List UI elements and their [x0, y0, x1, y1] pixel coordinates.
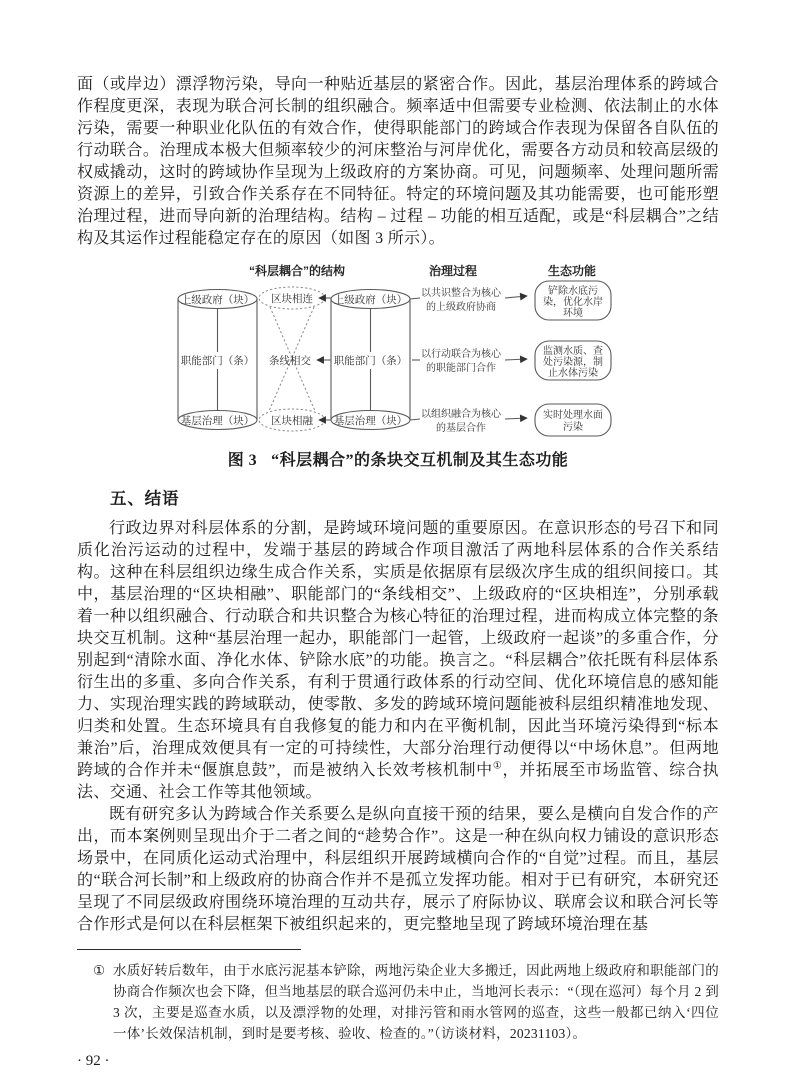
figure-header-function: 生态功能	[547, 264, 597, 278]
left-cylinder-bottom-label: 基层治理（块）	[180, 415, 255, 427]
process-1-line1: 以共识整合为核心	[421, 288, 501, 299]
function-1-line2: 染，优化水岸	[543, 297, 603, 308]
figure-caption-label: 图 3	[227, 452, 258, 469]
right-cylinder-middle-label: 职能部门（条）	[333, 355, 408, 367]
right-cylinder-top-label: 上级政府（块）	[333, 294, 408, 306]
process-connector-3	[410, 419, 420, 420]
function-1-line1: 铲除水底污	[548, 286, 598, 297]
function-1-line3: 环境	[563, 308, 583, 319]
process-2-line1: 以行动联合为核心	[421, 349, 501, 360]
function-2-line2: 处污染源，制	[543, 357, 603, 368]
function-3-line1: 实时处理水面	[543, 410, 603, 421]
function-2-line3: 止水体污染	[548, 368, 598, 379]
figure-3-diagram	[77, 258, 717, 442]
footnote-marker: ①	[93, 963, 106, 978]
figure-header-structure: “科层耦合”的结构	[248, 264, 346, 278]
paragraph-conclusion-1	[77, 518, 719, 804]
figure-caption	[77, 447, 719, 470]
left-cylinder	[178, 290, 257, 430]
coupling-links	[259, 287, 331, 431]
figure-caption-text: “科层耦合”的条块交互机制及其生态功能	[271, 452, 569, 469]
process-2-line2: 的职能部门合作	[426, 363, 496, 374]
left-cylinder-top-label: 上级政府（块）	[180, 294, 255, 306]
paragraph-text: 行政边界对科层体系的分割，是跨域环境问题的重要原因。在意识形态的号召下和同质化治污运动的过程中，发端于基层的跨域合作项目激活了两地科层体系的合作关系结构。这种在科层组织边缘生成合作关系，实质是依据原有层级次序生成的组织间接口。其中，基层治理的“区块相融”、职能部门的“条线相交”、上级政府的“区块相连”，分别承载着一种以组织融合、行动联合和共识整合为核心特征的治理过程，进而构成立体完整的条块交互机制。这种“基层治理一起办，职能部门一起管，上级政府一起谈”的多重合作，分别起到“清除水面、净化水体、铲除水底”的功能。换言之。“科层耦合”依托既有科层体系衍生出的多重、多向合作关系，有利于贯通行政体系的行动空间、优化环境信息的感知能力、实现治理实践的跨域联动，使零散、多发的跨域环境问题能被科层组织精准地发现、归类和处置。生态环境具有自我修复的能力和内在平衡机制，因此当环境污染得到“标本兼治”后，治理成效便具有一定的可持续性，大部分治理行动便得以“中场休息”。但两地跨域的合作并未“偃旗息鼓”，而是被纳入长效考核机制中	[77, 520, 719, 779]
section-heading: 五、结语	[110, 489, 180, 508]
left-cylinder-middle-label: 职能部门（条）	[180, 355, 255, 367]
link-middle-label: 条线相交	[269, 355, 311, 367]
right-cylinder	[331, 290, 410, 430]
paragraph-text: ，并拓展至市场监管、综合执法、交通、社会工作等其他领域。	[77, 762, 719, 801]
function-column	[535, 281, 611, 436]
link-bottom-label: 区块相融	[271, 415, 313, 427]
process-1-line2: 的上级政府协商	[426, 302, 496, 313]
footnote-reference: ①	[492, 760, 503, 772]
page-number: · 92 ·	[77, 1053, 110, 1069]
process-3-line2: 的基层合作	[436, 423, 486, 434]
function-2-line1: 监测水质、查	[543, 346, 603, 357]
process-arrow-2	[505, 359, 527, 360]
paragraph-continuation: 面（或岸边）漂浮物污染，导向一种贴近基层的紧密合作。因此，基层治理体系的跨域合作程度更深，表现为联合河长制的组织融合。频率适中但需要专业检测、依法制止的水体污染，需要一种职业化队伍的有效合作，使得职能部门的跨域合作表现为保留各自队伍的行动联合。治理成本极大但频率较少的河床整治与河岸优化，需要各方动员和较高层级的权威撬动，这时的跨域协作呈现为上级政府的方案协商。可见，问题频率、处理问题所需资源上的差异，引致合作关系存在不同特征。特定的环境问题及其功能需要，也可能形塑治理过程，进而导向新的治理结构。结构 – 过程 – 功能的相互适配，或是“科层耦合”之结构及其运作过程能稳定存在的原因（如图 3 所示）。	[77, 76, 719, 247]
right-cylinder-bottom-label: 基层治理（块）	[333, 415, 408, 427]
footnote-divider	[77, 949, 301, 950]
process-column	[410, 286, 527, 434]
process-arrow-1	[505, 296, 527, 298]
process-arrow-3	[505, 418, 527, 419]
process-3-line1: 以组织融合为核心	[421, 409, 501, 420]
link-top-label: 区块相连	[271, 293, 313, 305]
footnote	[77, 960, 719, 1044]
figure-header-process: 治理过程	[428, 264, 478, 278]
function-3-line2: 污染	[563, 422, 583, 433]
footnote-text: 水质好转后数年，由于水底污泥基本铲除，两地污染企业大多搬迁，因此两地上级政府和职能部门的协商合作频次也会下降，但当地基层的联合巡河仍未中止，当地河长表示：“（现在巡河）每个月 2 到 3 次，主要是巡查水质，以及漂浮物的处理，对排污管和雨水管网的巡查，这些一般都已纳入‘四位一体’长效保洁机制，到时是要考核、验收、检查的。”（访谈材料，20231103）。	[113, 963, 719, 1041]
process-connector-1	[410, 298, 420, 299]
figure-3	[77, 258, 719, 470]
paragraph-conclusion-2: 既有研究多认为跨域合作关系要么是纵向直接干预的结果，要么是横向自发合作的产出，而本案例则呈现出介于二者之间的“趁势合作”。这是一种在纵向权力铺设的意识形态场景中，在同质化运动式治理中，科层组织开展跨域横向合作的“自觉”过程。而且，基层的“联合河长制”和上级政府的协商合作并不是孤立发挥功能。相对于已有研究，本研究还呈现了不同层级政府围绕环境治理的互动共存，展示了府际协议、联席会议和联合河长等合作形式是何以在科层框架下被组织起来的，更完整地呈现了跨域环境治理在基	[77, 806, 719, 933]
